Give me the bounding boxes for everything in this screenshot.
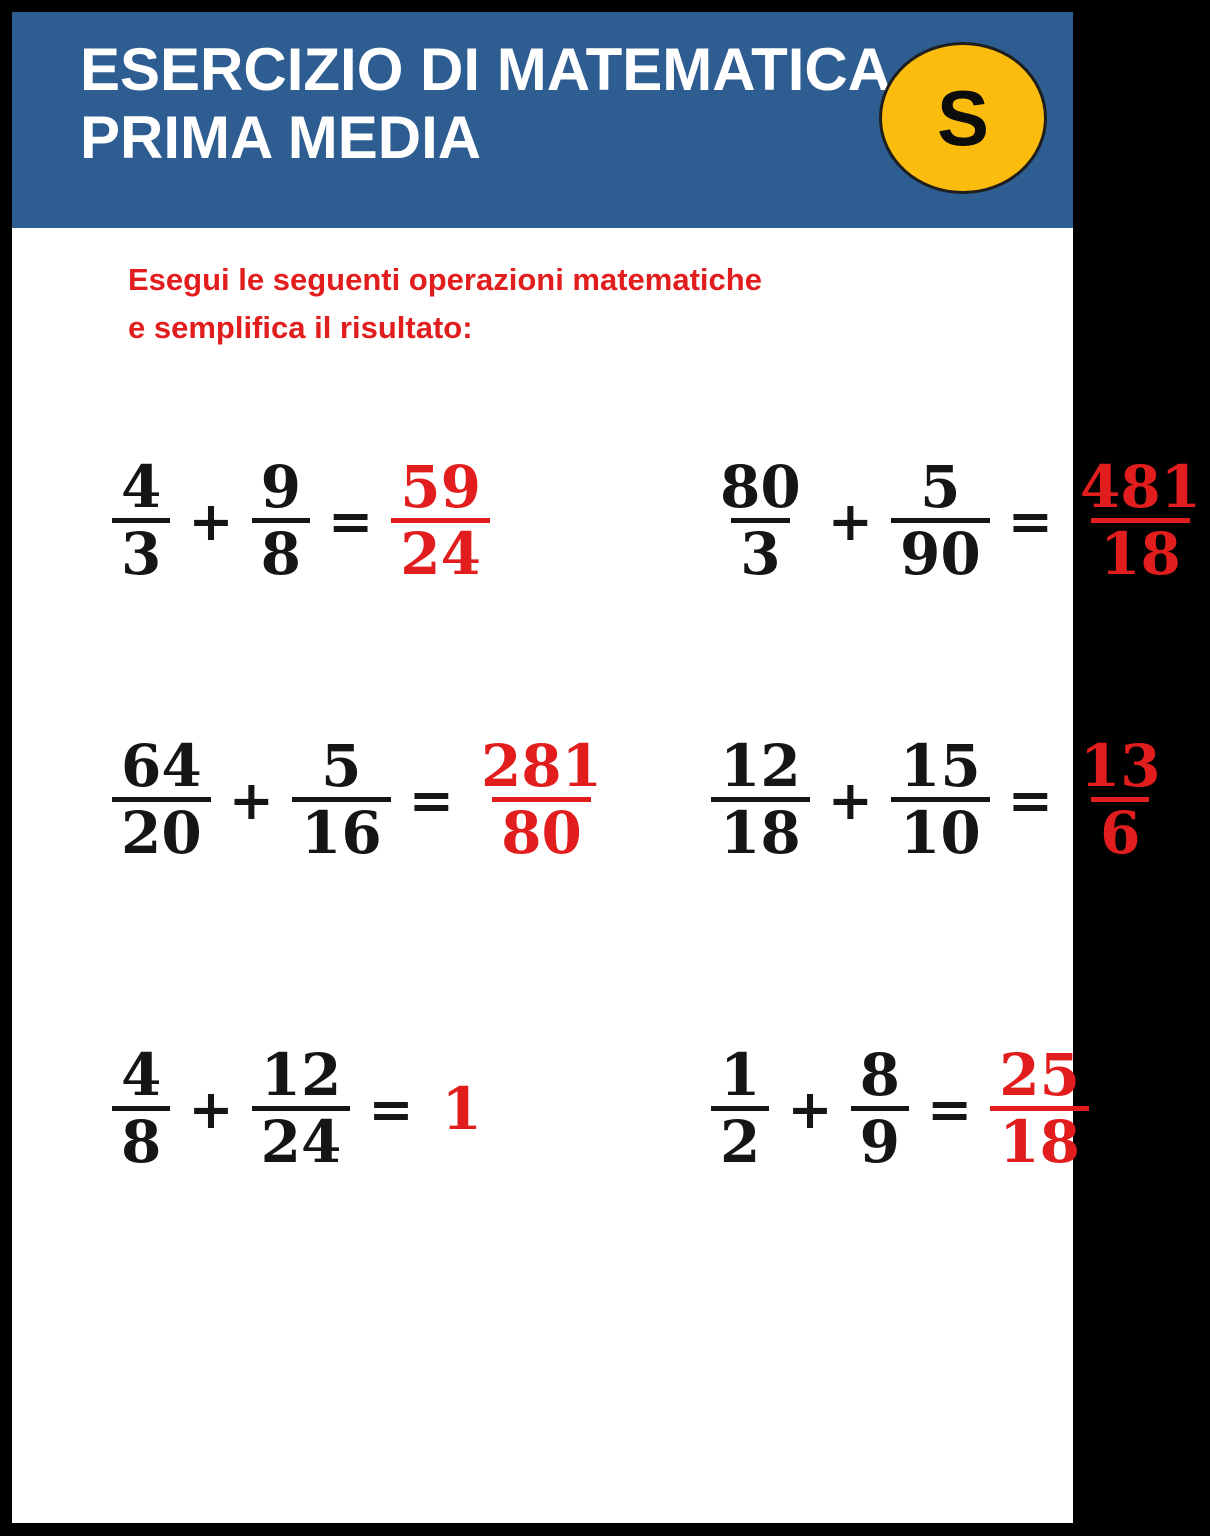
equation-3 (12, 732, 611, 868)
numerator: 64 (121, 732, 202, 801)
plus-operator: + (827, 488, 873, 553)
fraction-b (252, 1041, 351, 1177)
problems-grid (12, 453, 1202, 1177)
fraction-b (891, 732, 990, 868)
fraction-a (112, 1041, 170, 1177)
denominator: 18 (990, 1106, 1089, 1173)
numerator: 481 (1079, 453, 1202, 522)
plus-operator: + (787, 1076, 833, 1141)
instructions-text (128, 256, 1073, 352)
page-title-line2: PRIMA MEDIA (80, 103, 482, 171)
fraction-b (851, 1041, 909, 1177)
page-title-line1: ESERCIZIO DI MATEMATICA (80, 36, 892, 103)
equals-sign: = (1007, 767, 1053, 832)
denominator: 8 (112, 1106, 170, 1173)
denominator: 80 (492, 797, 591, 864)
denominator: 6 (1091, 797, 1149, 864)
worksheet-page (12, 12, 1202, 1523)
numerator: 8 (859, 1041, 900, 1110)
fraction-b (252, 453, 310, 589)
numerator: 25 (999, 1041, 1080, 1110)
answer-fraction (1071, 453, 1210, 589)
equation-1 (12, 453, 611, 589)
numerator: 13 (1079, 732, 1161, 801)
denominator: 24 (252, 1106, 351, 1173)
answer-fraction (391, 453, 490, 589)
answer-fraction (472, 732, 611, 868)
numerator: 59 (400, 453, 481, 522)
denominator: 90 (891, 518, 990, 585)
equals-sign: = (408, 767, 454, 832)
denominator: 8 (252, 518, 310, 585)
equation-6 (611, 1041, 1210, 1177)
instructions-line1: Esegui le seguenti operazioni matematiche (128, 262, 762, 297)
equals-sign: = (926, 1076, 973, 1141)
numerator: 9 (260, 453, 301, 522)
fraction-a (112, 732, 211, 868)
equals-sign: = (327, 488, 374, 553)
answer-fraction (1071, 732, 1170, 868)
denominator: 18 (711, 797, 810, 864)
fraction-a (711, 453, 810, 589)
fraction-b (292, 732, 391, 868)
denominator: 3 (731, 518, 789, 585)
denominator: 20 (112, 797, 211, 864)
numerator: 5 (321, 732, 362, 801)
plus-operator: + (827, 767, 873, 832)
answer-fraction (990, 1041, 1089, 1177)
numerator: 5 (920, 453, 961, 522)
denominator: 3 (112, 518, 170, 585)
numerator: 80 (720, 453, 801, 522)
numerator: 12 (720, 732, 801, 801)
plus-operator: + (188, 1076, 234, 1141)
equals-sign: = (368, 1076, 414, 1141)
denominator: 9 (851, 1106, 909, 1173)
denominator: 24 (391, 518, 490, 585)
instructions-line2: e semplifica il risultato: (128, 310, 473, 346)
fraction-b (891, 453, 990, 589)
equation-2 (611, 453, 1210, 589)
equation-4 (611, 732, 1210, 868)
numerator: 1 (720, 1041, 761, 1110)
numerator: 281 (480, 732, 603, 801)
plus-operator: + (228, 767, 274, 832)
fraction-a (112, 453, 170, 589)
denominator: 18 (1091, 518, 1190, 585)
fraction-a (711, 1041, 769, 1177)
header-banner (12, 12, 1073, 228)
equation-5 (12, 1041, 611, 1177)
equals-sign: = (1007, 488, 1053, 553)
denominator: 2 (711, 1106, 769, 1173)
plus-operator: + (188, 488, 234, 553)
denominator: 16 (292, 797, 391, 864)
answer-whole-number: 1 (441, 1074, 482, 1143)
numerator: 12 (260, 1041, 342, 1110)
numerator: 15 (899, 732, 981, 801)
denominator: 10 (891, 797, 990, 864)
numerator: 4 (121, 453, 162, 522)
fraction-a (711, 732, 810, 868)
numerator: 4 (121, 1041, 162, 1110)
letter-badge (879, 42, 1047, 194)
badge-letter: S (936, 74, 990, 162)
